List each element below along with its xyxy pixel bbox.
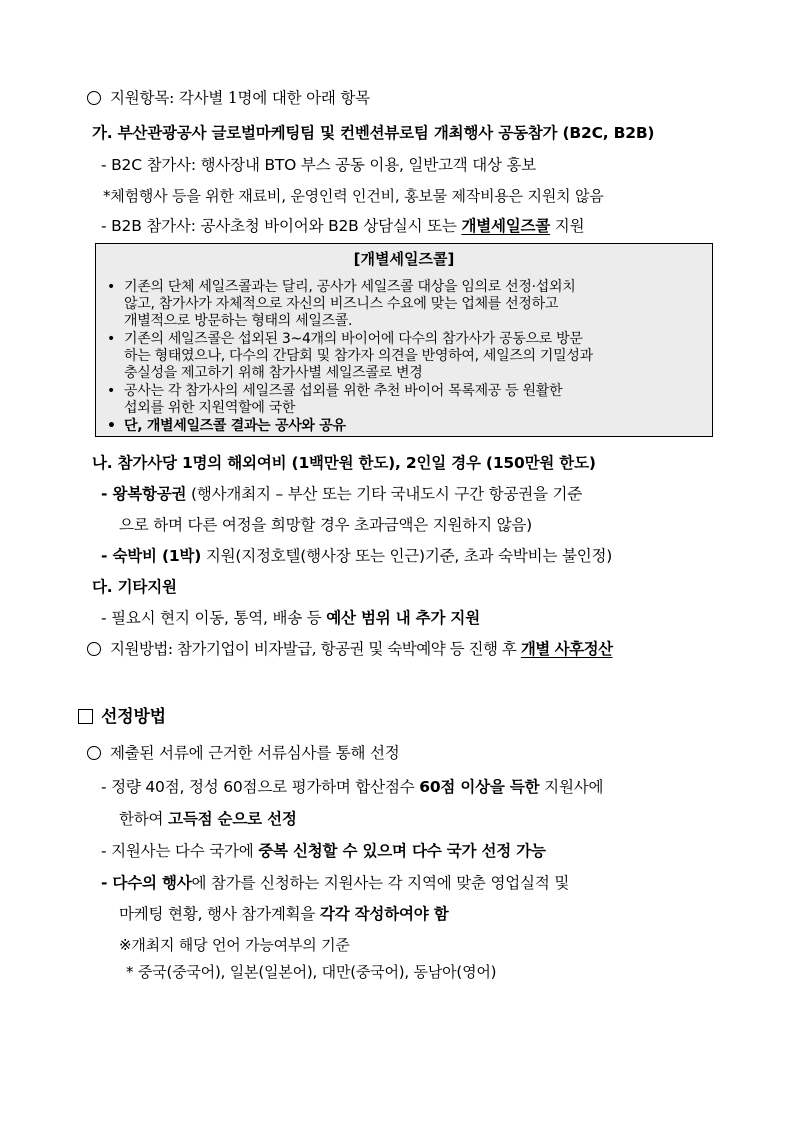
score-emphasis: 60점 이상을 득한: [419, 778, 540, 796]
square-bullet-icon: [78, 709, 93, 724]
hotel-emphasis: 숙박비 (1박): [112, 547, 202, 565]
multi-event-emphasis: - 다수의 행사: [101, 874, 192, 892]
bullet-dot-icon: •: [107, 383, 115, 399]
box-bullet-1-line-3: 개별적으로 방문하는 형태의 세일즈콜.: [124, 313, 353, 329]
bullet-dot-icon: •: [107, 418, 116, 434]
box-bullet-4: • 단, 개별세일즈콜 결과는 공사와 공유: [107, 418, 346, 434]
section-na-title: 나. 참가사당 1명의 해외여비 (1백만원 한도), 2인일 경우 (150만원 한도): [92, 454, 596, 472]
selection-header: 제출된 서류에 근거한 서류심사를 통해 선정: [87, 743, 400, 763]
selection-heading: 선정방법: [78, 707, 166, 727]
box-bullet-2-line-3: 충실성을 제고하기 위해 참가사별 세일즈콜로 변경: [124, 365, 423, 381]
language-note: ※개최지 해당 언어 가능여부의 기준: [119, 936, 350, 954]
box-bullet-1-line-1: • 기존의 단체 세일즈콜과는 달리, 공사가 세일즈콜 대상을 임의로 선정·섭외치: [107, 279, 576, 295]
other-support-line: - 필요시 현지 이동, 통역, 배송 등 예산 범위 내 추가 지원: [101, 609, 480, 627]
airfare-line: - 왕복항공권 (행사개최지 – 부산 또는 기타 국내도시 구간 항공권을 기준: [101, 485, 583, 503]
support-items-header: 지원항목: 각사별 1명에 대한 아래 항목: [87, 88, 370, 108]
b2b-emphasis: 개별세일즈콜: [461, 217, 551, 235]
b2c-note: *체험행사 등을 위한 재료비, 운영인력 인건비, 홍보물 제작비용은 지원치 않음: [103, 187, 604, 205]
b2b-line: - B2B 참가사: 공사초청 바이어와 B2B 상담실시 또는 개별세일즈콜 지원: [101, 217, 585, 235]
hotel-line: - 숙박비 (1박) 지원(지정호텔(행사장 또는 인근)기준, 초과 숙박비는 불인정): [101, 547, 613, 565]
rank-emphasis: 고득점 순으로 선정: [168, 810, 297, 828]
circle-bullet-icon: [87, 746, 101, 760]
multi-country-emphasis: 중복 신청할 수 있으며 다수 국가 선정 가능: [258, 842, 546, 860]
support-method-emphasis: 개별 사후정산: [520, 640, 613, 658]
airfare-emphasis: 왕복항공권: [112, 485, 187, 503]
selection-line-2: - 지원사는 다수 국가에 중복 신청할 수 있으며 다수 국가 선정 가능: [101, 842, 546, 860]
circle-bullet-icon: [87, 91, 101, 105]
bullet-dot-icon: •: [107, 331, 115, 347]
box-bullet-2-line-1: • 기존의 세일즈콜은 섭외된 3~4개의 바이어에 다수의 참가사가 공동으로 방문: [107, 331, 583, 347]
selection-line-1: - 정량 40점, 정성 60점으로 평가하며 합산점수 60점 이상을 득한 지원사에: [101, 778, 604, 796]
circle-bullet-icon: [87, 642, 101, 656]
other-support-emphasis: 예산 범위 내 추가 지원: [326, 609, 480, 627]
section-da-title: 다. 기타지원: [92, 578, 177, 596]
language-note-detail: * 중국(중국어), 일본(일본어), 대만(중국어), 동남아(영어): [126, 963, 497, 981]
box-bullet-3-line-1: • 공사는 각 참가사의 세일즈콜 섭외를 위한 추천 바이어 목록제공 등 원활한: [107, 383, 563, 399]
b2c-line: - B2C 참가사: 행사장내 BTO 부스 공동 이용, 일반고객 대상 홍보: [101, 156, 537, 174]
section-ga-title: 가. 부산관광공사 글로벌마케팅팀 및 컨벤션뷰로팀 개최행사 공동참가 (B2C, B2B): [92, 124, 655, 142]
airfare-continuation: 으로 하며 다른 여정을 희망할 경우 초과금액은 지원하지 않음): [119, 516, 532, 534]
selection-line-3-cont: 마케팅 현황, 행사 참가계획을 각각 작성하여야 함: [119, 905, 449, 923]
box-title: [개별세일즈콜]: [353, 250, 455, 268]
selection-line-3: - 다수의 행사에 참가를 신청하는 지원사는 각 지역에 맞춘 영업실적 및: [101, 874, 570, 892]
individual-sales-call-box: [95, 243, 713, 437]
box-bullet-2-line-2: 하는 형태였으나, 다수의 간담회 및 참가자 의견을 반영하여, 세일즈의 기밀성과: [124, 348, 593, 364]
box-bullet-3-line-2: 섭외를 위한 지원역할에 국한: [124, 400, 296, 416]
box-bullet-1-line-2: 않고, 참가사가 자체적으로 자신의 비즈니스 수요에 맞는 업체를 선정하고: [124, 296, 559, 312]
selection-line-1-cont: 한하여 고득점 순으로 선정: [119, 810, 297, 828]
support-method-line: 지원방법: 참가기업이 비자발급, 항공권 및 숙박예약 등 진행 후 개별 사후정산: [87, 639, 613, 659]
each-write-emphasis: 각각 작성하여야 함: [319, 905, 449, 923]
bullet-dot-icon: •: [107, 279, 115, 295]
